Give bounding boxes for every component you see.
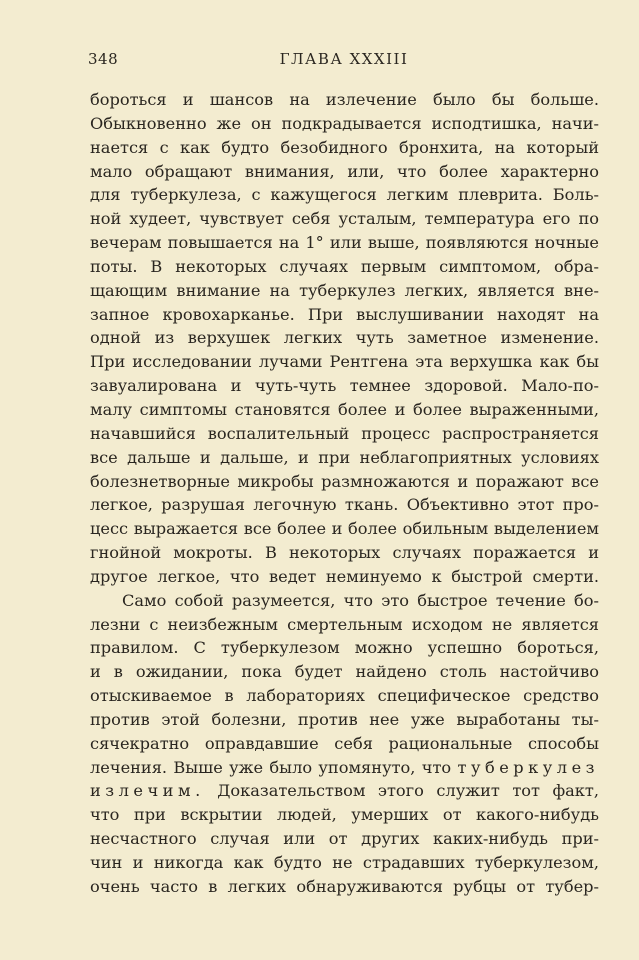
text-line: бороться и шансов на излечение было бы больше. [90, 90, 599, 109]
paragraph-1 [90, 88, 599, 589]
text-line: цесс выражается все более и более обильным выделением [90, 519, 599, 539]
text-line: отыскиваемое в лабораториях специфическое средство [90, 686, 599, 706]
chapter-title: ГЛАВА XXXIII [279, 50, 409, 68]
text-line [90, 779, 599, 803]
text-line: очень часто в легких обнаруживаются рубцы от тубер- [90, 876, 599, 896]
text-line: запное кровохарканье. При выслушивании находят на [90, 304, 599, 324]
text-line: лезни с неизбежным смертельным исходом не является [90, 614, 599, 634]
text-line: ной худеет, чувствует себя усталым, температура его по [90, 209, 599, 229]
text-line: против этой болезни, против нее уже выработаны ты- [90, 709, 599, 729]
text-line: Само собой разумеется, что это быстрое течение бо- [122, 590, 599, 610]
text-line: все дальше и дальше, и при неблагоприятных условиях [90, 447, 599, 467]
text-line: мало обращают внимания, или, что более характерно [90, 161, 599, 181]
text-line: нается с как будто безобидного бронхита, на который [90, 137, 599, 157]
text-line: чин и никогда как будто не страдавших туберкулезом, [90, 853, 599, 872]
text-line: что при вскрытии людей, умерших от какого-нибудь [90, 805, 599, 825]
text-line: поты. В некоторых случаях первым симптомом, обра- [90, 256, 599, 276]
emphasized-word: туберкулез [457, 757, 599, 777]
body-text [90, 88, 599, 899]
text-line: сячекратно оправдавшие себя рациональные способы [90, 733, 599, 753]
emphasized-word: излечим. [90, 781, 205, 801]
text-line: легкое, разрушая легочную ткань. Объективно этот про- [90, 495, 599, 515]
text-line: щающим внимание на туберкулез легких, является вне- [90, 280, 599, 300]
text-line: правилом. С туберкулезом можно успешно бороться, [90, 638, 599, 658]
text-line: и в ожидании, пока будет найдено столь настойчиво [90, 662, 599, 682]
text-line: другое легкое, что ведет неминуемо к быстрой смерти. [90, 566, 599, 586]
text-segment: Доказательством этого служит тот факт, [217, 781, 599, 801]
text-line: гнойной мокроты. В некоторых случаях поражается и [90, 543, 599, 563]
page-header [88, 50, 600, 74]
text-segment: лечения. Выше уже было упомянуто, что [90, 757, 452, 777]
text-line: одной из верхушек легких чуть заметное изменение. [90, 328, 599, 348]
text-line: несчастного случая или от других каких-нибудь при- [90, 829, 599, 849]
page-number: 348 [88, 50, 119, 68]
text-line: для туберкулеза, с кажущегося легким плеврита. Боль- [90, 185, 599, 205]
text-line: При исследовании лучами Рентгена эта верхушка как бы [90, 352, 599, 372]
text-line: завуалирована и чуть-чуть темнее здоровой. Мало-по- [90, 376, 599, 396]
text-line [90, 756, 599, 780]
text-line: Обыкновенно же он подкрадывается исподтишка, начи- [90, 113, 599, 133]
text-line: начавшийся воспалительный процесс распространяется [90, 423, 599, 443]
paragraph-2 [90, 589, 599, 899]
text-line: болезнетворные микробы размножаются и поражают все [90, 471, 599, 491]
text-line: малу симптомы становятся более и более выраженными, [90, 399, 599, 419]
text-line: вечерам повышается на 1° или выше, появляются ночные [90, 233, 599, 253]
